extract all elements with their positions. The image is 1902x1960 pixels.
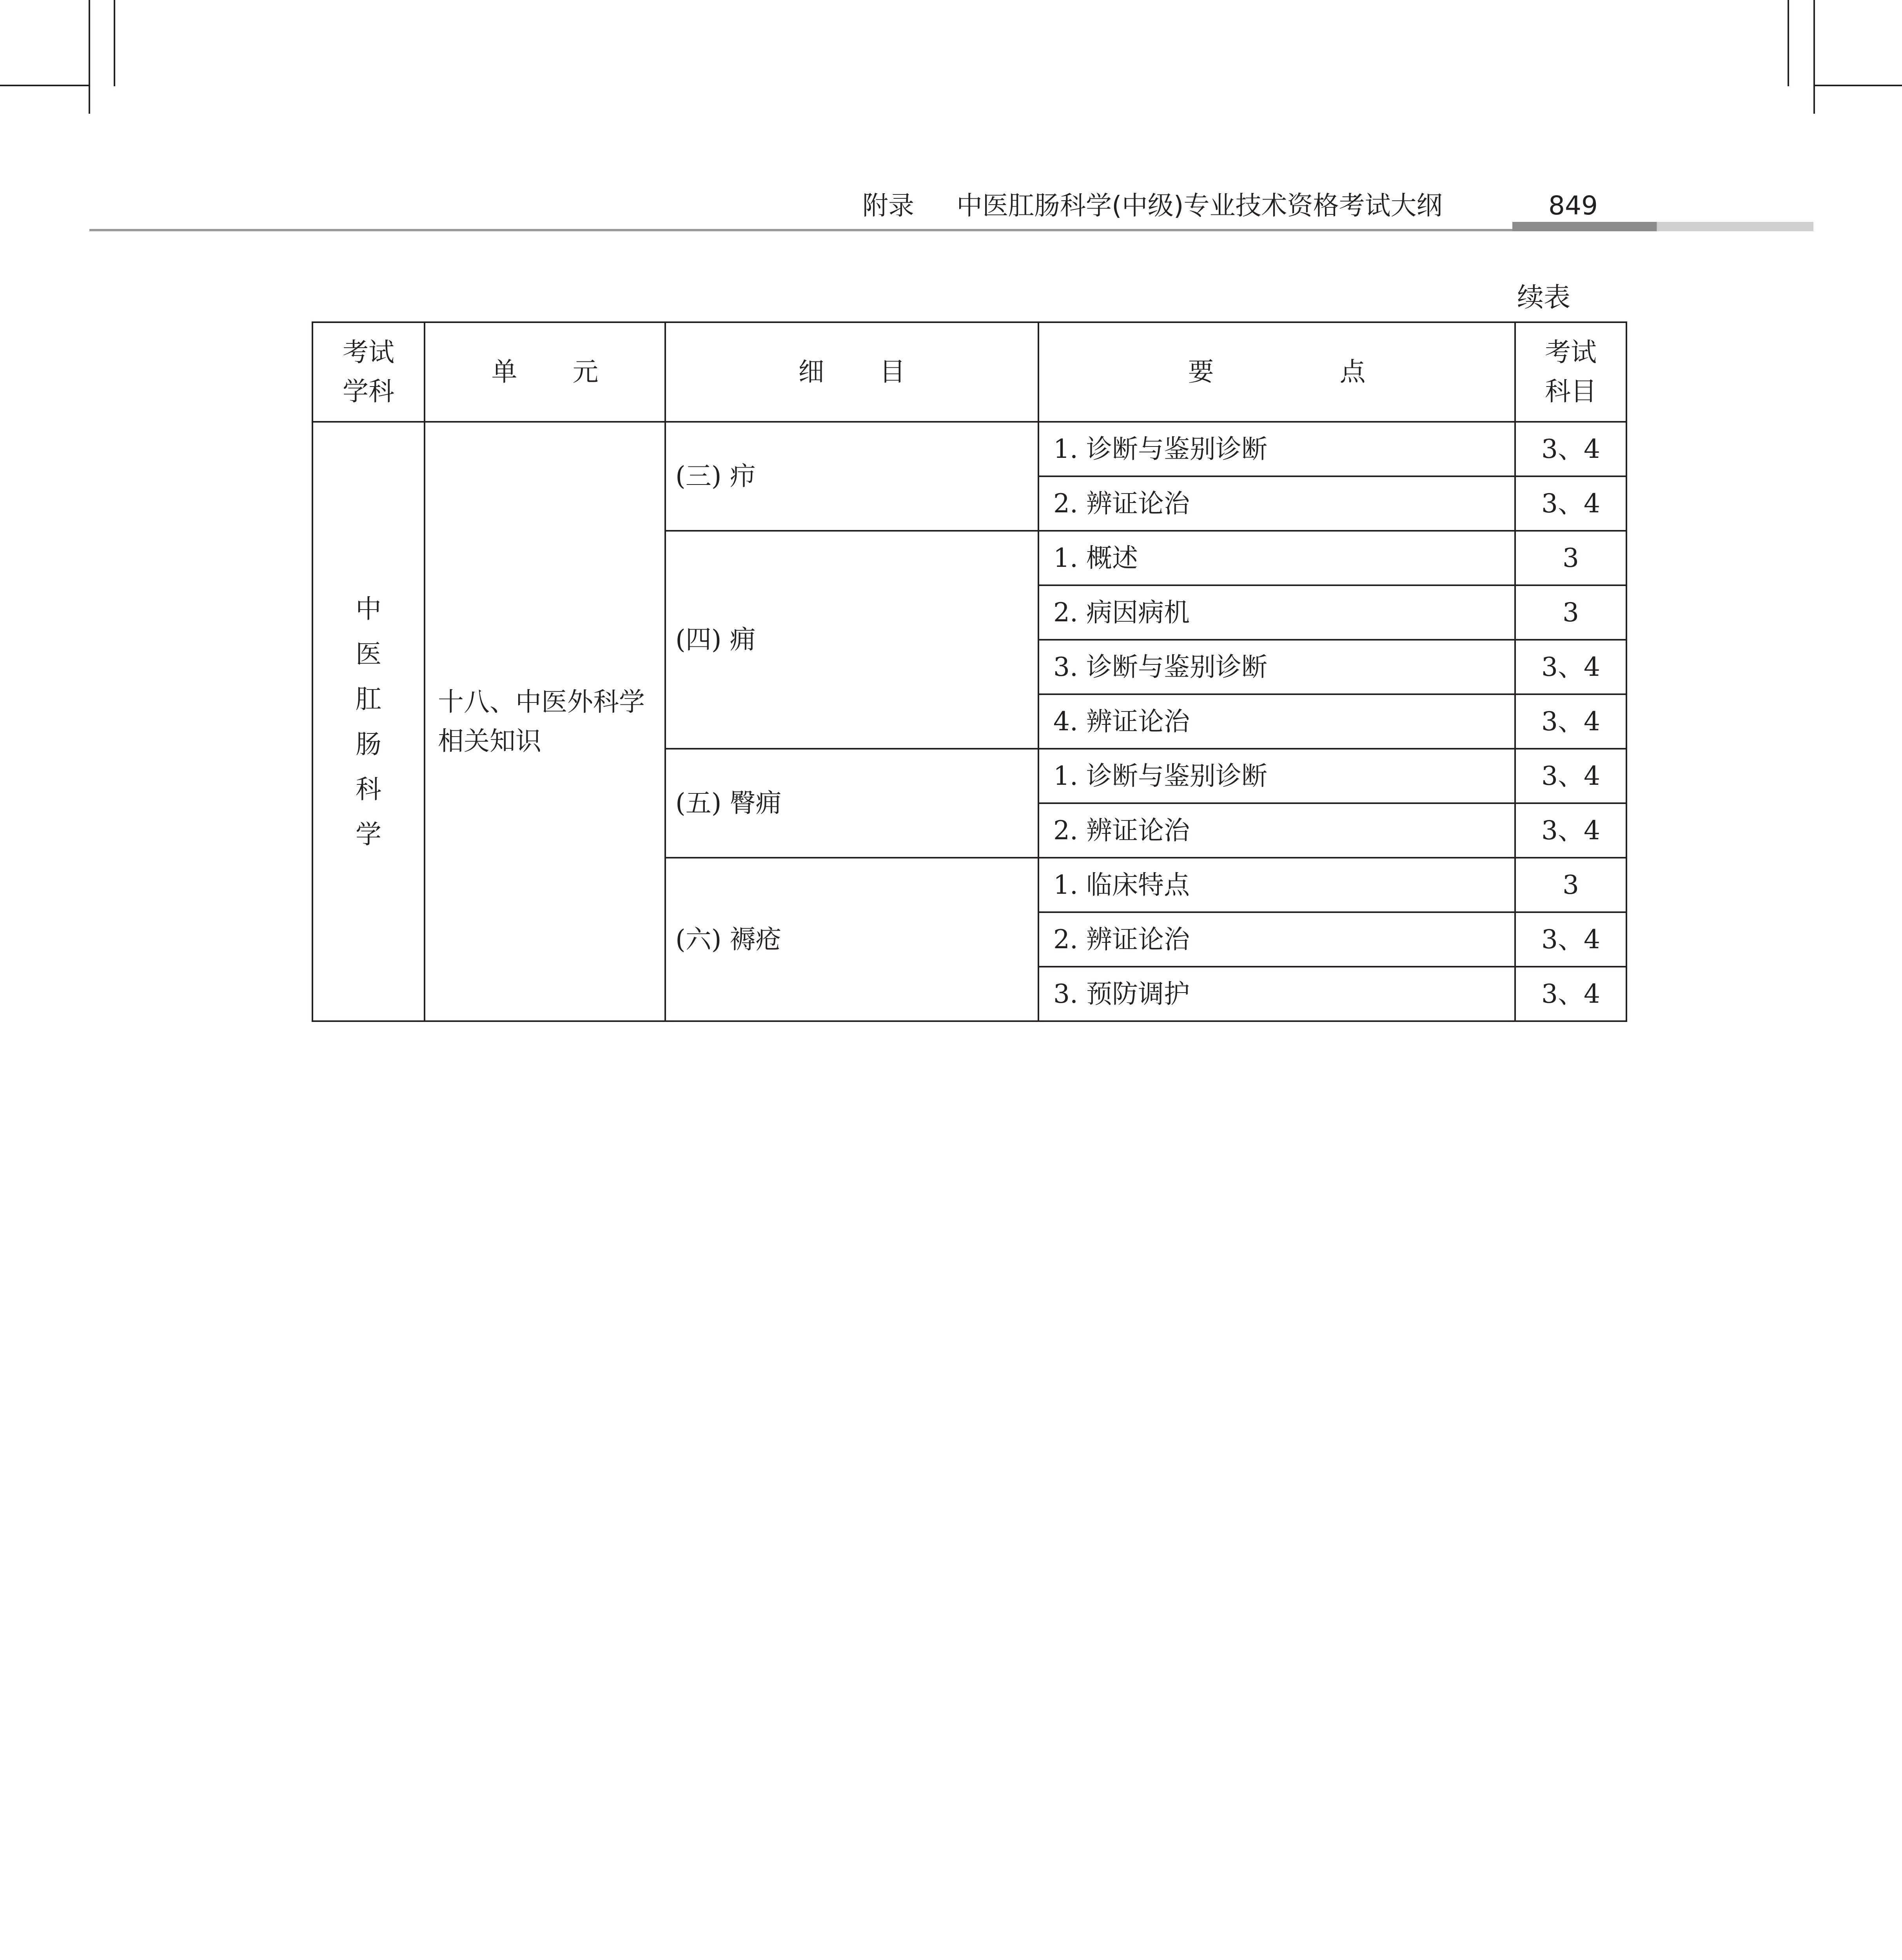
col-header-item: 细 目 (665, 322, 1038, 422)
point-cell: 4. 辨证论治 (1038, 694, 1515, 749)
code-cell: 3 (1515, 858, 1626, 912)
code-cell: 3、4 (1515, 640, 1626, 694)
syllabus-table (312, 321, 1627, 1022)
point-cell: 3. 诊断与鉴别诊断 (1038, 640, 1515, 694)
table-caption: 续表 (1517, 282, 1571, 313)
header-rule (89, 229, 1618, 231)
item-cell: (三) 疖 (665, 422, 1038, 531)
item-cell: (五) 臀痈 (665, 749, 1038, 858)
table-row (312, 422, 1626, 476)
crop-mark (0, 85, 89, 86)
subject-cell: 中医肛肠科学 (312, 422, 425, 1021)
point-cell: 2. 辨证论治 (1038, 803, 1515, 858)
point-cell: 2. 病因病机 (1038, 585, 1515, 640)
item-cell: (四) 痈 (665, 531, 1038, 749)
code-cell: 3 (1515, 531, 1626, 585)
running-title: 中医肛肠科学(中级)专业技术资格考试大纲 (956, 191, 1443, 221)
code-cell: 3、4 (1515, 967, 1626, 1021)
col-header-subject: 考试学科 (312, 322, 425, 422)
col-header-unit: 单 元 (425, 322, 665, 422)
crop-mark (1813, 0, 1815, 114)
code-cell: 3、4 (1515, 476, 1626, 531)
header-band (1512, 222, 1813, 231)
crop-mark (1788, 0, 1789, 86)
point-cell: 2. 辨证论治 (1038, 912, 1515, 967)
page-number: 849 (1548, 191, 1598, 221)
code-cell: 3、4 (1515, 694, 1626, 749)
unit-cell: 十八、中医外科学相关知识 (425, 422, 665, 1021)
point-cell: 2. 辨证论治 (1038, 476, 1515, 531)
point-cell: 1. 诊断与鉴别诊断 (1038, 422, 1515, 476)
code-cell: 3、4 (1515, 803, 1626, 858)
point-cell: 1. 临床特点 (1038, 858, 1515, 912)
code-cell: 3、4 (1515, 749, 1626, 803)
crop-mark (1813, 85, 1902, 86)
table-header-row (312, 322, 1626, 422)
crop-mark (89, 0, 90, 114)
col-header-point: 要 点 (1038, 322, 1515, 422)
crop-mark (114, 0, 115, 86)
col-header-code: 考试科目 (1515, 322, 1626, 422)
running-header (862, 182, 1615, 229)
code-cell: 3 (1515, 585, 1626, 640)
point-cell: 1. 概述 (1038, 531, 1515, 585)
point-cell: 1. 诊断与鉴别诊断 (1038, 749, 1515, 803)
code-cell: 3、4 (1515, 912, 1626, 967)
section-label: 附录 (862, 191, 914, 221)
code-cell: 3、4 (1515, 422, 1626, 476)
point-cell: 3. 预防调护 (1038, 967, 1515, 1021)
item-cell: (六) 褥疮 (665, 858, 1038, 1021)
